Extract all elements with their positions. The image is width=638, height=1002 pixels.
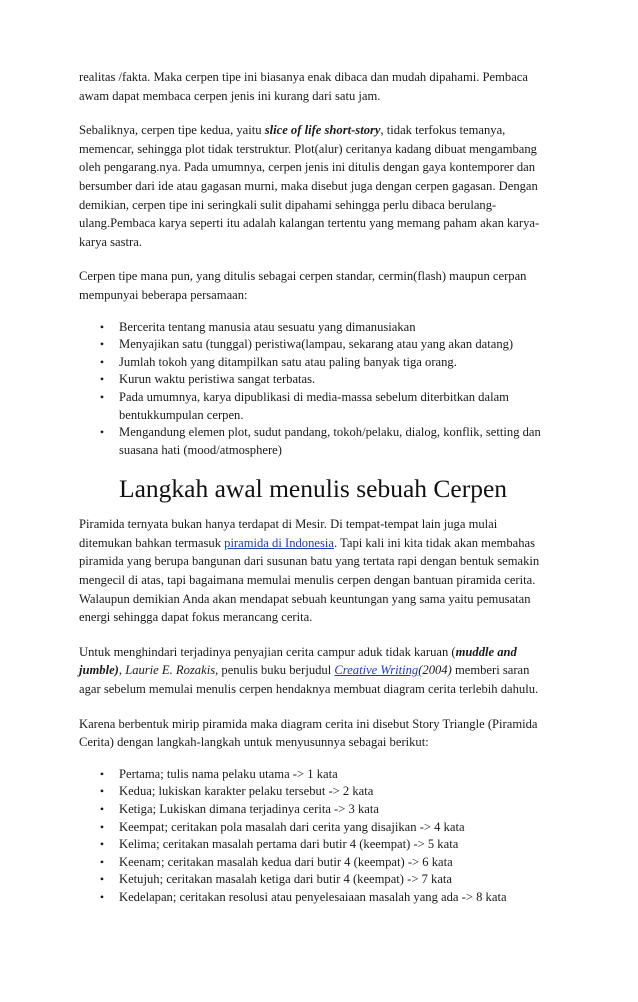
book-year: (2004): [418, 663, 452, 678]
list-item: • Kurun waktu peristiwa sangat terbatas.: [119, 371, 549, 389]
bullet-icon: •: [99, 389, 105, 404]
list-item: • Kedua; lukiskan karakter pelaku tersebut -> 2 kata: [119, 783, 549, 801]
bullet-icon: •: [99, 819, 105, 834]
creative-writing-link[interactable]: Creative Writing: [334, 663, 419, 678]
triangle-paragraph: Karena berbentuk mirip piramida maka diagram cerita ini disebut Story Triangle (Piramida Cerita) dengan langkah-langkah untuk menyusunnya sebagai berikut:: [79, 716, 538, 750]
bullet-icon: •: [99, 372, 105, 387]
bullet-icon: •: [99, 854, 105, 869]
list-item: • Pertama; tulis nama pelaku utama -> 1 kata: [119, 766, 549, 784]
pyramid-paragraph: Piramida ternyata bukan hanya terdapat di Mesir. Di tempat-tempat lain juga mulai ditemukan bahkan termasuk piramida di Indonesia. Tapi kali ini kita tidak akan membahas piramida yang berupa bangunan dari susunan batu yang tertata rapi dengan bentuk semakin mengecil di atas, tapi bagaimana memulai menulis cerpen dengan bantuan piramida cerita. Walaupun demikian Anda akan mendapat sebuah keuntungan yang sama yaitu pemusatan energi sehingga dapat fokus merancang cerita.: [79, 517, 540, 625]
list-item: • Kelima; ceritakan masalah pertama dari butir 4 (keempat) -> 5 kata: [119, 836, 549, 854]
muddle-jumble-emphasis: muddle and jumble): [79, 644, 517, 678]
piramida-indonesia-link[interactable]: piramida di Indonesia: [224, 535, 334, 550]
similarities-list: [79, 319, 549, 460]
list-item: • Pada umumnya, karya dipublikasi di media-massa sebelum diterbitkan dalam bentukkumpulan cerpen.: [119, 389, 549, 424]
third-paragraph: Cerpen tipe mana pun, yang ditulis sebagai cerpen standar, cermin(flash) maupun cerpan mempunyai beberapa persamaan:: [79, 269, 527, 302]
second-paragraph-before: Sebaliknya, cerpen tipe kedua, yaitu: [79, 123, 265, 138]
list-item: • Keempat; ceritakan pola masalah dari cerita yang disajikan -> 4 kata: [119, 819, 549, 837]
section-heading: Langkah awal menulis sebuah Cerpen: [119, 474, 508, 504]
bullet-icon: •: [99, 354, 105, 369]
second-paragraph-after: , tidak terfokus temanya, memencar, sehingga plot tidak terstruktur. Plot(alur) ceritanya kadang dibuat mengambang oleh pengarang.nya. Pada umumnya, cerpen jenis ini ditulis dengan gaya kontemporer dan bersumber dari ide atau gagasan murni, maka disebut juga dengan cerpen gagasan. Dengan demikian, cerpen tipe ini seringkali sulit dipahami sehingga perlu dibaca berulang-ulang.Pembaca karya seperti itu adalah kalangan tertentu yang memang paham akan karya-karya sastra.: [79, 123, 540, 249]
document-content: [79, 68, 549, 921]
bullet-icon: •: [99, 319, 105, 334]
list-item: • Ketujuh; ceritakan masalah ketiga dari butir 4 (keempat) -> 7 kata: [119, 871, 549, 889]
bullet-icon: •: [99, 337, 105, 352]
list-item: • Ketiga; Lukiskan dimana terjadinya cerita -> 3 kata: [119, 801, 549, 819]
list-item: • Bercerita tentang manusia atau sesuatu yang dimanusiakan: [119, 319, 549, 337]
list-item: • Mengandung elemen plot, sudut pandang, tokoh/pelaku, dialog, konflik, setting dan suasana hati (mood/atmosphere): [119, 424, 549, 459]
list-item: • Kedelapan; ceritakan resolusi atau penyelesaiaan masalah yang ada -> 8 kata: [119, 889, 549, 907]
list-item: • Menyajikan satu (tunggal) peristiwa(lampau, sekarang atau yang akan datang): [119, 336, 549, 354]
author-name: Laurie E. Rozakis: [125, 663, 216, 678]
advice-paragraph: Untuk menghindari terjadinya penyajian cerita campur aduk tidak karuan (muddle and jumble), Laurie E. Rozakis, penulis buku berjudul Creative Writing(2004) memberi saran agar sebelum memulai menulis cerpen hendaknya membuat diagram cerita terlebih dahulu.: [79, 644, 539, 697]
intro-paragraph: realitas /fakta. Maka cerpen tipe ini biasanya enak dibaca dan mudah dipahami. Pembaca awam dapat membaca cerpen jenis ini kurang dari satu jam.: [79, 70, 528, 103]
bullet-icon: •: [99, 837, 105, 852]
list-item: • Jumlah tokoh yang ditampilkan satu atau paling banyak tiga orang.: [119, 354, 549, 372]
list-item: • Keenam; ceritakan masalah kedua dari butir 4 (keempat) -> 6 kata: [119, 854, 549, 872]
bullet-icon: •: [99, 872, 105, 887]
bullet-icon: •: [99, 802, 105, 816]
second-paragraph: [79, 121, 549, 251]
bullet-icon: •: [99, 425, 105, 440]
slice-of-life-emphasis: slice of life short-story: [264, 123, 381, 138]
bullet-icon: •: [99, 766, 105, 781]
steps-list: [79, 766, 549, 907]
bullet-icon: •: [99, 889, 105, 904]
bullet-icon: •: [99, 784, 105, 799]
